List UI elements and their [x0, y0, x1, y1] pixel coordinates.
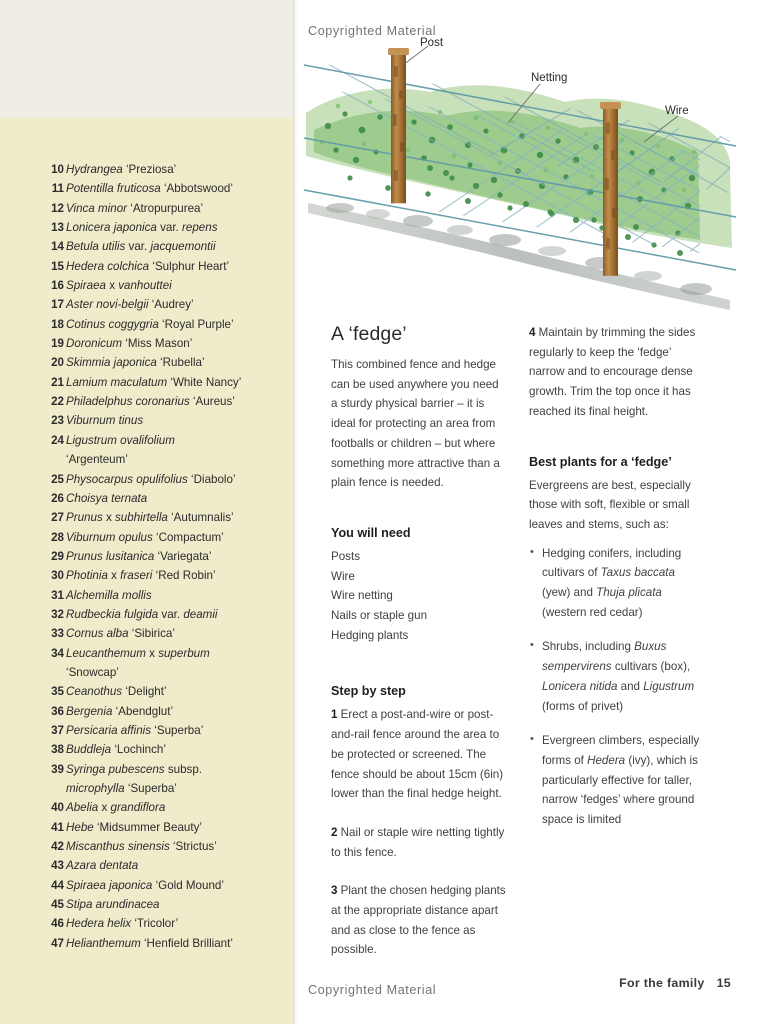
step-text: Erect a post-and-wire or post-and-rail fence around the area to be protected or screened. The fence should be about 15cm (6in) lower than the final hedge height. [331, 708, 504, 801]
page-title: A ‘fedge’ [331, 323, 407, 345]
plant-cultivar-name: ‘Gold Mound’ [155, 878, 224, 892]
plant-botanical-epithet: subhirtella [115, 511, 168, 525]
plant-key-continuation [66, 450, 282, 469]
watermark-bottom: Copyrighted Material [308, 983, 437, 997]
plant-key-number: 34 [51, 646, 64, 660]
plant-key-item [51, 682, 282, 701]
step-number: 4 [529, 326, 536, 339]
plant-cultivar-name: ‘Miss Mason’ [125, 337, 193, 351]
plant-key-number: 43 [51, 859, 64, 873]
plant-cultivar-name: ‘Variegata’ [157, 549, 212, 563]
you-will-need-heading: You will need [331, 525, 411, 540]
plant-cultivar-name: ‘Strictus’ [172, 840, 217, 854]
best-plants-heading: Best plants for a ‘fedge’ [529, 454, 672, 469]
plant-cultivar-name: ‘Aureus’ [192, 395, 235, 409]
plant-botanical-name: Buddleja [66, 743, 112, 757]
bullet-text: (ivy), which is particularly effective for taller, narrow ‘fedges’ where ground space is limited [542, 753, 698, 827]
bullet-botanical-name: Lonicera nitida [542, 679, 618, 693]
plant-rank-abbrev: x [149, 646, 155, 660]
plant-key-number: 27 [51, 511, 64, 525]
plant-cultivar-name: ‘Abbotswood’ [163, 182, 233, 196]
bullet-botanical-name: Thuja plicata [596, 586, 662, 600]
plant-key-item [51, 199, 282, 218]
plant-cultivar-name: ‘Preziosa’ [125, 163, 177, 176]
plant-cultivar-name: ‘Midsummer Beauty’ [96, 820, 202, 834]
steps-left-group [331, 705, 508, 960]
plant-botanical-epithet: grandiflora [110, 801, 166, 815]
plant-key-item [51, 605, 282, 624]
plant-key-number: 26 [51, 491, 64, 505]
plant-key-number: 19 [51, 337, 64, 351]
plant-key-number: 30 [51, 569, 64, 583]
plant-key-number: 24 [51, 433, 64, 447]
plant-key-number: 12 [51, 201, 64, 215]
plant-rank-abbrev: x [109, 279, 115, 293]
plant-key-number: 41 [51, 820, 64, 834]
bullet-text: cultivars (box), [611, 660, 691, 674]
plant-key-item [51, 566, 282, 585]
plant-rank-abbrev: x [105, 511, 112, 525]
plant-key-item [51, 547, 282, 566]
plant-rank-abbrev: var. [160, 221, 179, 235]
plant-key-continuation [66, 779, 282, 798]
plant-key-item [51, 508, 282, 527]
plant-botanical-epithet: repens [182, 221, 218, 235]
plant-key-item [51, 934, 282, 953]
fedge-illustration-svg [300, 18, 755, 318]
watermark-top: Copyrighted Material [308, 24, 437, 38]
plant-key-item [51, 856, 282, 875]
step-item [331, 705, 508, 804]
bullet-text: (western red cedar) [542, 605, 643, 619]
plant-key-item [51, 895, 282, 914]
plant-botanical-name: Spiraea japonica [66, 878, 153, 892]
sidebar-top-band [0, 0, 293, 118]
plant-key-number: 39 [51, 762, 64, 776]
plant-botanical-name: Doronicum [66, 337, 123, 351]
plant-key-item [51, 586, 282, 605]
plant-key-list [51, 160, 282, 953]
bullet-text: (yew) and [542, 586, 597, 600]
plant-botanical-name: Alchemilla mollis [66, 588, 152, 602]
plant-botanical-name: Lonicera japonica [66, 221, 157, 235]
plant-key-number: 16 [51, 279, 64, 293]
plant-key-number: 31 [51, 588, 64, 602]
step-text: Plant the chosen hedging plants at the appropriate distance apart and as close to the fence as possible. [331, 884, 506, 957]
plant-botanical-name: Abelia [66, 801, 99, 815]
plant-key-number: 32 [51, 607, 64, 621]
best-plants-intro: Evergreens are best, especially those with soft, flexible or small leaves and stems, such as: [529, 478, 691, 531]
plant-key-item [51, 276, 282, 295]
plant-botanical-name: Hydrangea [66, 163, 123, 176]
plant-cultivar-name: ‘Sulphur Heart’ [152, 259, 230, 273]
you-will-need-item: Hedging plants [331, 628, 409, 642]
plant-cultivar-name: ‘Diabolo’ [191, 472, 236, 486]
plant-key-item [51, 624, 282, 643]
plant-key-number: 38 [51, 743, 64, 757]
plant-botanical-epithet: deamii [183, 607, 218, 621]
plant-botanical-epithet: vanhouttei [118, 279, 172, 293]
plant-key-number: 44 [51, 878, 64, 892]
plant-rank-abbrev: var. [128, 240, 148, 254]
plant-key-item [51, 798, 282, 817]
plant-key-item [51, 411, 282, 430]
plant-key-number: 13 [51, 221, 64, 235]
plant-cultivar-name: ‘Abendglut’ [115, 704, 174, 718]
plant-cultivar-name: ‘Henfield Brilliant’ [143, 936, 233, 950]
step-text: Nail or staple wire netting tightly to this fence. [331, 825, 505, 859]
plant-cultivar-name: ‘Compactum’ [156, 530, 224, 544]
plant-cultivar-name: ‘Rubella’ [160, 356, 205, 370]
plant-botanical-name: Ligustrum ovalifolium [66, 433, 175, 447]
plant-botanical-name: Philadelphus coronarius [66, 395, 190, 409]
plant-cultivar-name: ‘Royal Purple’ [162, 317, 234, 331]
plant-rank-abbrev: subsp. [167, 762, 203, 776]
plant-key-item [51, 837, 282, 856]
best-plants-bullet-list [529, 544, 706, 830]
plant-botanical-name: Potentilla fruticosa [66, 182, 161, 196]
plant-key-item [51, 295, 282, 314]
footer-running-head [619, 976, 731, 990]
plant-key-item [51, 218, 282, 237]
intro-paragraph: This combined fence and hedge can be used anywhere you need a sturdy physical barrier – it is ideal for protecting an area from footballs or children – but where something more attractive than a plain fence is needed. [331, 358, 500, 490]
best-plants-bullet [529, 544, 706, 623]
plant-key-item [51, 721, 282, 740]
plant-key-number: 21 [51, 375, 64, 389]
plant-botanical-name: Rudbeckia fulgida [66, 607, 159, 621]
plant-botanical-name: Ceanothus [66, 685, 123, 699]
plant-rank-abbrev: x [111, 569, 117, 583]
plant-botanical-name: Hebe [66, 820, 94, 834]
step-text: Maintain by trimming the sides regularly to keep the ‘fedge’ narrow and to encourage dense growth. Trim the top once it has reached its final height. [529, 326, 696, 418]
plant-botanical-name: Vinca minor [66, 201, 128, 215]
plant-key-item [51, 353, 282, 372]
plant-cultivar-name: ‘Superba’ [127, 782, 177, 795]
plant-botanical-name: Photinia [66, 569, 108, 583]
plant-botanical-name: Prunus [66, 511, 103, 525]
plant-botanical-epithet: jacquemontii [150, 240, 216, 254]
plant-cultivar-name: ‘Snowcap’ [66, 665, 119, 679]
plant-key-item [51, 373, 282, 392]
plant-key-item [51, 431, 282, 470]
plant-botanical-name: Viburnum opulus [66, 530, 153, 544]
plant-botanical-name: Helianthemum [66, 936, 141, 950]
plant-botanical-name: Azara dentata [66, 859, 139, 873]
plant-key-item [51, 818, 282, 837]
plant-key-number: 14 [51, 240, 64, 254]
plant-botanical-name: Lamium maculatum [66, 375, 168, 389]
fence-post-right [600, 102, 621, 276]
plant-key-number: 42 [51, 840, 64, 854]
bullet-botanical-name: Ligustrum [643, 679, 695, 693]
plant-botanical-name: Cornus alba [66, 627, 129, 641]
plant-key-number: 47 [51, 936, 64, 950]
bullet-text: and [617, 679, 644, 693]
step-number: 2 [331, 825, 338, 839]
plant-key-number: 40 [51, 801, 64, 815]
content-column-right [529, 323, 706, 845]
step-item [331, 823, 508, 862]
plant-key-number: 35 [51, 685, 64, 699]
step-by-step-heading: Step by step [331, 684, 406, 699]
plant-botanical-name: Leucanthemum [66, 646, 146, 660]
plant-key-item [51, 528, 282, 547]
content-column-middle [331, 323, 508, 979]
you-will-need-item: Posts [331, 549, 360, 563]
plant-botanical-name: Spiraea [66, 279, 106, 293]
plant-key-number: 45 [51, 898, 64, 912]
plant-botanical-name: Betula utilis [66, 240, 126, 254]
step-item [529, 323, 706, 422]
plant-key-item [51, 702, 282, 721]
plant-key-number: 11 [51, 182, 64, 196]
plant-key-item [51, 644, 282, 683]
plant-botanical-name: Syringa pubescens [66, 762, 165, 776]
callout-post-label: Post [420, 37, 444, 49]
you-will-need-item: Wire [331, 569, 355, 583]
plant-key-item [51, 257, 282, 276]
plant-botanical-name: Choisya ternata [66, 491, 148, 505]
step-number: 1 [331, 708, 338, 722]
bullet-botanical-name: Buxus sempervirens [542, 640, 667, 674]
plant-cultivar-name: ‘Delight’ [125, 685, 167, 699]
plant-cultivar-name: ‘White Nancy’ [170, 375, 242, 389]
plant-botanical-name: Prunus lusitanica [66, 549, 155, 563]
plant-botanical-name: Hedera colchica [66, 259, 150, 273]
plant-key-item [51, 315, 282, 334]
plant-botanical-name: Miscanthus sinensis [66, 840, 170, 854]
plant-botanical-name: Skimmia japonica [66, 356, 157, 370]
bullet-text: (forms of privet) [542, 699, 624, 713]
plant-botanical-epithet: superbum [158, 646, 210, 660]
plant-botanical-name: Cotinus coggygria [66, 317, 159, 331]
plant-key-item [51, 392, 282, 411]
step-number: 3 [331, 884, 338, 898]
plant-cultivar-name: ‘Argenteum’ [66, 453, 128, 467]
plant-key-number: 17 [51, 298, 64, 312]
plant-key-number: 29 [51, 549, 64, 563]
plant-cultivar-name: ‘Autumnalis’ [171, 511, 234, 525]
plant-botanical-name: Viburnum tinus [66, 414, 144, 428]
plant-botanical-name: Persicaria affinis [66, 723, 152, 737]
plant-botanical-name: Physocarpus opulifolius [66, 472, 188, 486]
plant-botanical-epithet: fraseri [120, 569, 153, 583]
footer-section-label: For the family [619, 976, 705, 990]
callout-netting-label: Netting [531, 72, 568, 84]
plant-key-number: 18 [51, 317, 64, 331]
plant-cultivar-name: ‘Atropurpurea’ [130, 201, 204, 215]
page-number: 15 [716, 976, 731, 990]
plant-key-continuation [66, 663, 282, 682]
plant-cultivar-name: ‘Tricolor’ [134, 917, 179, 931]
plant-key-item [51, 470, 282, 489]
plant-key-number: 15 [51, 259, 64, 273]
plant-key-item [51, 179, 282, 198]
plant-key-number: 25 [51, 472, 64, 486]
plant-key-number: 46 [51, 917, 64, 931]
fence-post-left [388, 48, 409, 203]
plant-key-item [51, 489, 282, 508]
best-plants-bullet [529, 731, 706, 830]
plant-key-item [51, 334, 282, 353]
plant-key-item [51, 237, 282, 256]
steps-right-group [529, 323, 706, 422]
you-will-need-list [331, 547, 508, 646]
plant-key-number: 36 [51, 704, 64, 718]
best-plants-bullet [529, 637, 706, 716]
bullet-text: Shrubs, including [542, 640, 635, 654]
plant-key-number: 33 [51, 627, 64, 641]
plant-cultivar-name: ‘Superba’ [154, 723, 204, 737]
plant-key-number: 37 [51, 723, 64, 737]
bullet-botanical-name: Hedera [587, 753, 626, 767]
plant-cultivar-name: ‘Audrey’ [151, 298, 194, 312]
plant-botanical-name: Bergenia [66, 704, 113, 718]
plant-cultivar-name: ‘Lochinch’ [114, 743, 166, 757]
plant-rank-abbrev: var. [161, 607, 181, 621]
plant-botanical-name: Aster novi-belgii [66, 298, 149, 312]
plant-key-item [51, 760, 282, 799]
you-will-need-item: Nails or staple gun [331, 609, 428, 623]
plant-cultivar-name: ‘Sibirica’ [131, 627, 175, 641]
step-item [331, 881, 508, 960]
plant-key-item [51, 876, 282, 895]
sidebar [0, 0, 293, 1024]
plant-cultivar-name: ‘Red Robin’ [155, 569, 216, 583]
plant-key-number: 10 [51, 163, 64, 176]
plant-key-item [51, 740, 282, 759]
plant-key-number: 20 [51, 356, 64, 370]
plant-botanical-epithet: microphylla [66, 782, 125, 795]
plant-key-item [51, 914, 282, 933]
sidebar-edge-shadow [293, 0, 298, 1024]
plant-key-number: 22 [51, 395, 64, 409]
bullet-botanical-name: Taxus baccata [600, 566, 675, 580]
plant-key-number: 28 [51, 530, 64, 544]
plant-botanical-name: Hedera helix [66, 917, 132, 931]
fedge-illustration [300, 18, 755, 318]
callout-wire-label: Wire [665, 105, 689, 117]
bullet-text: Evergreen climbers, especially forms of [542, 734, 700, 767]
plant-botanical-name: Stipa arundinacea [66, 898, 160, 912]
plant-key-item [51, 160, 282, 179]
plant-rank-abbrev: x [101, 801, 108, 815]
you-will-need-item: Wire netting [331, 589, 393, 603]
bullet-text: Hedging conifers, including cultivars of [542, 546, 682, 580]
plant-key-number: 23 [51, 414, 64, 428]
